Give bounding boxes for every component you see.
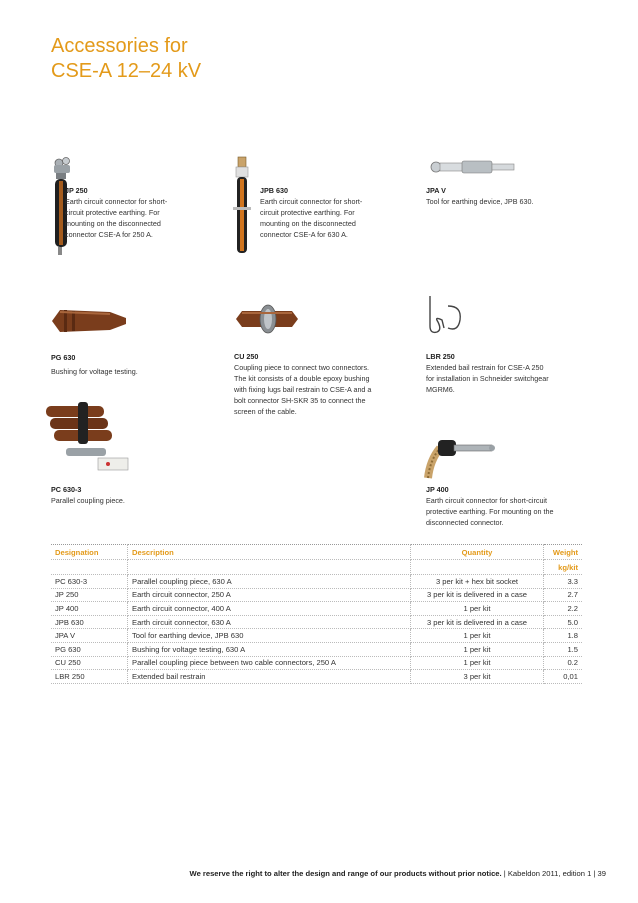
- cell-designation: JP 250: [51, 588, 128, 602]
- product-jp250: [65, 185, 215, 240]
- pc630-3-coupling-icon: [38, 398, 130, 474]
- product-jpav: [426, 185, 596, 207]
- cell-designation: CU 250: [51, 656, 128, 670]
- col-designation: Designation: [51, 545, 128, 560]
- cell-description: Tool for earthing device, JPB 630: [128, 629, 411, 643]
- cell-description: Earth circuit connector, 250 A: [128, 588, 411, 602]
- jpav-tool-icon: [426, 155, 518, 179]
- product-desc-line: protective earthing. For mounting on the: [426, 507, 554, 516]
- table-row: [51, 642, 582, 656]
- product-desc-line: Parallel coupling piece.: [51, 496, 125, 505]
- table-header-row: [51, 545, 582, 560]
- cell-designation: PG 630: [51, 642, 128, 656]
- cell-weight: 1.8: [544, 629, 583, 643]
- cell-quantity: 1 per kit: [411, 656, 544, 670]
- product-cu250: [234, 351, 409, 417]
- cell-quantity: 3 per kit: [411, 670, 544, 684]
- table-row: [51, 602, 582, 616]
- table-row: [51, 588, 582, 602]
- product-desc-line: with fixing lugs bail restrain to CSE-A and a: [234, 385, 372, 394]
- cell-quantity: 3 per kit + hex bit socket: [411, 575, 544, 589]
- table-row: [51, 575, 582, 589]
- cell-designation: JPB 630: [51, 615, 128, 629]
- product-desc-line: Earth circuit connector for short-: [260, 197, 363, 206]
- footer-edition: Kabeldon 2011, edition 1: [507, 869, 592, 878]
- cell-designation: PC 630-3: [51, 575, 128, 589]
- pg630-bushing-icon: [50, 302, 128, 340]
- product-jpb630: [260, 185, 410, 240]
- product-jp400: [426, 484, 596, 528]
- product-name: CU 250: [234, 352, 259, 361]
- table-row: [51, 670, 582, 684]
- cell-weight: 3.3: [544, 575, 583, 589]
- col-weight: Weight: [544, 545, 583, 560]
- product-desc-line: Coupling piece to connect two connectors.: [234, 363, 370, 372]
- jpb630-connector-icon: [228, 155, 258, 259]
- product-desc-line: Earth circuit connector for short-circuit: [426, 496, 548, 505]
- cell-quantity: 1 per kit: [411, 629, 544, 643]
- product-desc-line: screen of the cable.: [234, 407, 297, 416]
- product-name: PG 630: [51, 353, 76, 362]
- cell-quantity: 3 per kit is delivered in a case: [411, 588, 544, 602]
- product-desc-line: mounting on the disconnected: [65, 219, 161, 228]
- page-title: [51, 34, 201, 84]
- product-desc-line: connector CSE-A for 630 A.: [260, 230, 348, 239]
- product-name: JPA V: [426, 186, 446, 195]
- cell-designation: JPA V: [51, 629, 128, 643]
- product-desc-line: connector CSE-A for 250 A.: [65, 230, 153, 239]
- product-desc-line: mounting on the disconnected: [260, 219, 356, 228]
- cell-weight: 2.7: [544, 588, 583, 602]
- product-desc-line: Extended bail restrain for CSE-A 250: [426, 363, 544, 372]
- col-description: Description: [128, 545, 411, 560]
- cell-description: Parallel coupling piece, 630 A: [128, 575, 411, 589]
- col-quantity: Quantity: [411, 545, 544, 560]
- product-name: LBR 250: [426, 352, 455, 361]
- jp400-connector-icon: [424, 430, 496, 480]
- cell-weight: 0.2: [544, 656, 583, 670]
- table-row: [51, 629, 582, 643]
- page-number: 39: [597, 869, 606, 878]
- table-row: [51, 656, 582, 670]
- product-name: JPB 630: [260, 186, 288, 195]
- accessories-table: [51, 544, 582, 684]
- cell-weight: 1.5: [544, 642, 583, 656]
- product-desc-line: Bushing for voltage testing.: [51, 367, 138, 376]
- product-desc-line: circuit protective earthing. For: [260, 208, 355, 217]
- product-desc-line: Tool for earthing device, JPB 630.: [426, 197, 534, 206]
- product-pg630: [51, 352, 211, 377]
- cell-weight: 5.0: [544, 615, 583, 629]
- product-desc-line: disconnected connector.: [426, 518, 504, 527]
- product-name: PC 630-3: [51, 485, 82, 494]
- cell-description: Extended bail restrain: [128, 670, 411, 684]
- product-pc630-3: [51, 484, 221, 506]
- product-desc-line: The kit consists of a double epoxy bushing: [234, 374, 370, 383]
- product-lbr250: [426, 351, 596, 395]
- product-name: JP 400: [426, 485, 449, 494]
- product-desc-line: Earth circuit connector for short-: [65, 197, 168, 206]
- product-desc-line: for installation in Schneider switchgear: [426, 374, 549, 383]
- cell-description: Parallel coupling piece between two cable connectors, 250 A: [128, 656, 411, 670]
- cell-weight: 0,01: [544, 670, 583, 684]
- table-unit-row: [51, 560, 582, 575]
- cell-designation: LBR 250: [51, 670, 128, 684]
- title-line-2: CSE-A 12–24 kV: [51, 60, 202, 82]
- cu250-coupling-icon: [234, 298, 300, 340]
- product-desc-line: circuit protective earthing. For: [65, 208, 160, 217]
- product-name: JP 250: [65, 186, 88, 195]
- cell-quantity: 1 per kit: [411, 642, 544, 656]
- title-line-1: Accessories for: [51, 35, 188, 57]
- page-footer: We reserve the right to alter the design and range of our products without prior notice. | Kabeldon 2011, edition 1 | 39: [189, 869, 606, 878]
- footer-notice: We reserve the right to alter the design and range of our products without prior notice.: [189, 869, 502, 878]
- cell-description: Earth circuit connector, 400 A: [128, 602, 411, 616]
- cell-weight: 2.2: [544, 602, 583, 616]
- cell-description: Earth circuit connector, 630 A: [128, 615, 411, 629]
- lbr250-bail-restrain-icon: [422, 292, 466, 338]
- col-weight-unit: kg/kit: [544, 560, 583, 575]
- product-desc-line: MGRM6.: [426, 385, 455, 394]
- cell-quantity: 1 per kit: [411, 602, 544, 616]
- cell-description: Bushing for voltage testing, 630 A: [128, 642, 411, 656]
- table-row: [51, 615, 582, 629]
- product-desc-line: bolt connector SH-SKR 35 to connect the: [234, 396, 366, 405]
- cell-designation: JP 400: [51, 602, 128, 616]
- cell-quantity: 3 per kit is delivered in a case: [411, 615, 544, 629]
